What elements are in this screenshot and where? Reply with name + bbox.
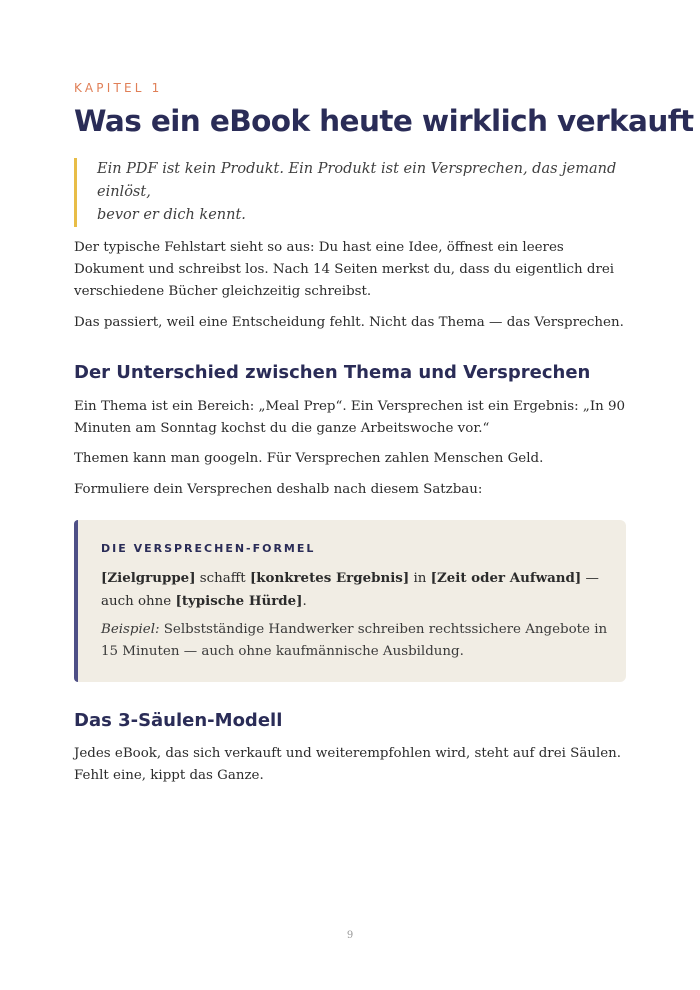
page-number: 9 bbox=[346, 930, 354, 941]
formula-word-2: in bbox=[409, 571, 431, 586]
pull-quote-line-2: bevor er dich kennt. bbox=[97, 207, 246, 223]
formula-hurdle: [typische Hürde] bbox=[175, 593, 303, 609]
promise-formula-callout bbox=[74, 520, 626, 682]
formula-word-1: schafft bbox=[195, 571, 250, 586]
formula-end: . bbox=[302, 594, 307, 609]
section1-paragraph-1: Ein Thema ist ein Bereich: „Meal Prep“. Ein Versprechen ist ein Ergebnis: „In 90 Minuten am Sonntag kochst du die ganze Arbeitswoche vor.“ bbox=[74, 399, 626, 436]
formula-target: [Zielgruppe] bbox=[101, 570, 196, 586]
intro-paragraph-1: Der typische Fehlstart sieht so aus: Du hast eine Idee, öffnest ein leeres Dokument und schreibst los. Nach 14 Seiten merkst du, dass du eigentlich drei verschiedene Bücher gleichzeitig schreibst. bbox=[74, 240, 615, 299]
callout-label: DIE VERSPRECHEN-FORMEL bbox=[101, 542, 316, 555]
pull-quote-line-1: Ein PDF ist kein Produkt. Ein Produkt ist ein Versprechen, das jemand einlöst, bbox=[97, 161, 617, 200]
formula-result: [konkretes Ergebnis] bbox=[249, 570, 410, 586]
callout-example bbox=[101, 619, 616, 663]
section2-paragraph-1: Jedes eBook, das sich verkauft und weiterempfohlen wird, steht auf drei Säulen. Fehlt eine, kippt das Ganze. bbox=[74, 746, 622, 783]
callout-formula bbox=[101, 567, 601, 613]
chapter-kicker: KAPITEL 1 bbox=[74, 81, 163, 95]
section-heading-three-pillars: Das 3-Säulen-Modell bbox=[74, 710, 283, 731]
section1-paragraph-2: Themen kann man googeln. Für Versprechen zahlen Menschen Geld. bbox=[74, 451, 544, 466]
example-text: Selbstständige Handwerker schreiben rechtssichere Angebote in 15 Minuten — auch ohne kaufmännische Ausbildung. bbox=[101, 622, 608, 659]
formula-time: [Zeit oder Aufwand] bbox=[430, 570, 582, 586]
section-heading-theme-vs-promise: Der Unterschied zwischen Thema und Versprechen bbox=[74, 362, 591, 383]
intro-paragraph-2: Das passiert, weil eine Entscheidung fehlt. Nicht das Thema — das Versprechen. bbox=[74, 315, 624, 330]
pull-quote bbox=[74, 158, 637, 227]
section1-paragraph-3: Formuliere dein Versprechen deshalb nach diesem Satzbau: bbox=[74, 482, 483, 497]
formula-word-3: — auch ohne bbox=[101, 571, 599, 609]
chapter-title: Was ein eBook heute wirklich verkauft bbox=[74, 104, 694, 138]
example-lead: Beispiel: bbox=[101, 622, 160, 637]
